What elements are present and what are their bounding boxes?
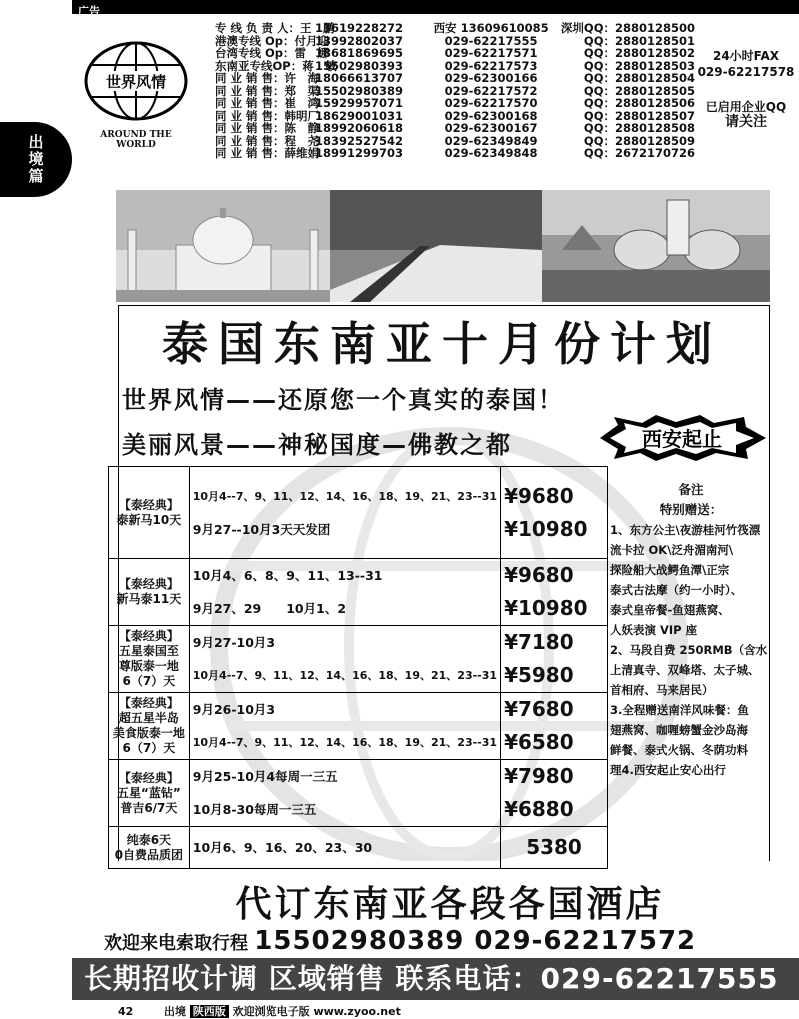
contact-qq: QQ：2880128504 (583, 71, 695, 85)
contact-row (215, 97, 695, 110)
route-date-line: 9月26-10月3 (192, 702, 276, 717)
contact-phone1: 18991299703 (315, 146, 404, 160)
page-title: 泰国东南亚十月份计划 (162, 317, 722, 371)
contact-phone1: 15502980393 (315, 58, 404, 73)
departure-text: 西安起止 (642, 427, 722, 451)
route-name-line: 【泰经典】 (118, 770, 179, 785)
contact-title: 东南亚专线OP：蒋 敏 (215, 58, 337, 73)
route-dates (189, 693, 500, 760)
route-dates (189, 626, 500, 693)
side-tab-char: 出 (28, 133, 44, 151)
welcome-phones: 15502980389 029-62217572 (254, 926, 697, 956)
note-line: 理4.西安起止安心出行 (610, 763, 726, 777)
contact-row (215, 22, 695, 35)
route-name (109, 467, 190, 559)
footer-website[interactable]: 欢迎浏览电子版 www.zyoo.net (232, 1005, 401, 1018)
slogan-2: 美丽风景——神秘国度—佛教之都 (122, 431, 512, 459)
route-date-line: 10月4--7、9、11、12、14、16、18、19、21、23--31 (192, 489, 498, 503)
contact-qq: QQ：2880128506 (583, 96, 695, 110)
contact-title: 同 业 销 售：程 尧 (215, 133, 320, 148)
route-name-line: 【泰经典】 (118, 577, 179, 591)
route-date-line: 10月4、6、8、9、11、13--31 (192, 568, 383, 583)
route-price: ¥7980 (504, 764, 574, 788)
contact-phone2: 029-62300168 (444, 108, 538, 123)
fax-number: 029-62217578 (697, 65, 795, 79)
departure-burst (596, 415, 768, 461)
route-row (109, 693, 608, 760)
contact-qq: QQ：2880128505 (583, 83, 695, 98)
qq-notice (696, 100, 796, 130)
route-dates (189, 467, 500, 559)
route-row (109, 467, 608, 559)
contact-row (215, 72, 695, 85)
contact-phone2: 029-62217570 (444, 96, 538, 110)
contact-qq: QQ：2880128502 (583, 46, 695, 60)
notes-panel (610, 480, 772, 780)
contact-phone1: 15502980389 (315, 83, 404, 98)
contact-qq: QQ：2672170726 (583, 146, 695, 160)
ad-header-bar (72, 0, 799, 18)
edition-badge: 陕西版 (190, 1005, 229, 1018)
elephant-statue-photo (542, 190, 770, 302)
contact-title: 同 业 销 售：薛维娟 (215, 146, 320, 160)
notes-heading: 备注 (678, 482, 704, 497)
contact-phone2: 029-62217572 (444, 83, 538, 98)
logo-text: 世界风情 (105, 73, 167, 91)
welcome-line (104, 926, 696, 956)
contact-phone2: 029-62300167 (444, 121, 538, 135)
contact-list (215, 22, 695, 160)
route-price: ¥6880 (504, 797, 574, 821)
note-line: 首相府、马来居民） (610, 683, 714, 697)
note-line: 泰式皇帝餐-鱼翅燕窝、 (610, 603, 730, 617)
fax-label: 24小时FAX (712, 49, 780, 63)
route-name-line: 【泰经典】 (118, 696, 179, 710)
contact-title: 专 线 负 责 人：王 鹏 (215, 21, 335, 35)
fax-info (696, 48, 796, 80)
contact-qq: QQ：2880128501 (583, 33, 695, 48)
contact-phone2: 029-62217571 (444, 46, 538, 60)
contact-title: 同 业 销 售：崔 鸿 (215, 96, 320, 110)
route-price: ¥10980 (504, 516, 588, 541)
hotel-booking-banner: 代订东南亚各段各国酒店 (235, 884, 665, 925)
beach-photo (330, 190, 542, 302)
route-price: ¥6580 (504, 730, 574, 754)
route-dates (189, 559, 500, 626)
route-prices (501, 827, 608, 869)
contact-row (215, 47, 695, 60)
route-name-line: 【泰经典】 (118, 497, 179, 512)
route-price: ¥7180 (504, 630, 574, 654)
recruit-banner: 长期招收计调 区域销售 联系电话：029-62217555 (72, 958, 799, 1000)
route-name-line: 普吉6/7天 (120, 800, 178, 815)
side-tab-char: 篇 (28, 167, 44, 185)
route-prices (501, 467, 608, 559)
route-name-line: 0自费品质团 (114, 847, 184, 862)
route-prices (501, 760, 608, 827)
route-name-line: 6（7）天 (122, 741, 176, 755)
routes-table (108, 466, 608, 869)
route-date-line: 9月25-10月4每周一三五 (192, 769, 338, 784)
route-name-line: 6（7）天 (122, 674, 176, 688)
contact-phone2: 029-62217555 (444, 33, 538, 48)
route-price: ¥9680 (504, 483, 574, 508)
note-line: 泰式古法摩（约一小时）、 (610, 583, 743, 597)
route-price: ¥5980 (504, 663, 574, 687)
company-logo (80, 40, 192, 160)
note-line: 2、马段自费 250RMB（含水 (610, 643, 768, 657)
contact-phone2: 029-62217573 (444, 58, 538, 73)
notes-subheading: 特别赠送： (659, 502, 723, 517)
contact-phone2: 029-62349848 (444, 146, 538, 160)
section-side-tab (0, 122, 72, 197)
route-date-line: 10月8-30每周一三五 (192, 802, 317, 817)
route-prices (501, 559, 608, 626)
contact-qq: QQ：2880128508 (583, 121, 695, 135)
contact-phone1: 18992060618 (315, 121, 404, 135)
contact-phone1: 18392527542 (315, 133, 404, 148)
route-name-line: 【泰经典】 (118, 629, 179, 643)
taj-mahal-photo (116, 190, 330, 302)
globe-icon (82, 40, 190, 122)
route-row (109, 827, 608, 869)
logo-subtitle: AROUND THE WORLD (100, 130, 172, 150)
route-name-line: 尊版泰一地 (118, 659, 179, 673)
contact-phone1: 15929957071 (315, 96, 404, 110)
footer-section: 出境 (163, 1005, 186, 1018)
contact-phone2: 西安 13609610085 (433, 21, 549, 35)
route-name-line: 美食版泰一地 (112, 726, 185, 740)
contact-phone1: 13992802037 (315, 33, 404, 48)
route-row (109, 760, 608, 827)
note-line: 3.全程赠送南洋风味餐：鱼 (610, 703, 749, 717)
route-name (109, 693, 190, 760)
qq-notice-line2: 请关注 (725, 114, 767, 130)
contact-qq: 深圳QQ：2880128500 (560, 21, 695, 35)
route-date-line: 10月6、9、16、20、23、30 (192, 840, 373, 855)
route-prices (501, 693, 608, 760)
route-date-line: 9月27--10月3天天发团 (192, 521, 331, 537)
contact-title: 同 业 销 售：许 海 (215, 71, 320, 85)
contact-qq: QQ：2880128503 (583, 58, 695, 73)
slogan-1: 世界风情——还原您一个真实的泰国！ (122, 386, 564, 414)
contact-qq: QQ：2880128507 (583, 108, 695, 123)
contact-phone1: 13619228272 (315, 21, 404, 35)
note-line: 探险船大战鳄鱼潭\正宗 (610, 563, 730, 577)
contact-qq: QQ：2880128509 (583, 133, 695, 148)
route-price: 5380 (526, 835, 582, 859)
route-name (109, 827, 190, 869)
route-date-line: 9月27-10月3 (192, 635, 276, 650)
route-name-line: 五星“蓝钻” (116, 785, 181, 800)
contact-phone2: 029-62349849 (444, 133, 538, 148)
route-name-line: 新马泰11天 (116, 592, 182, 606)
route-date-line: 10月4--7、9、11、12、14、16、18、19、21、23--31 (192, 736, 498, 749)
contact-phone2: 029-62300166 (444, 71, 538, 85)
note-line: 1、东方公主\夜游桂河竹筏漂 (610, 523, 761, 537)
route-price: ¥9680 (504, 563, 574, 587)
contact-row (215, 147, 695, 160)
side-tab-char: 境 (28, 150, 44, 168)
contact-title: 同 业 销 售：陈 静 (215, 121, 320, 135)
route-name (109, 626, 190, 693)
contact-title: 港澳专线 Op：付月迎 (215, 33, 330, 48)
route-name-line: 纯泰6天 (126, 832, 172, 847)
route-price: ¥7680 (504, 697, 574, 721)
route-name (109, 559, 190, 626)
note-line: 鲜餐、泰式火锅、冬荫功料 (610, 743, 748, 757)
contact-phone1: 18629001031 (315, 108, 404, 123)
contact-row (215, 122, 695, 135)
note-line: 流卡拉 OK\泛舟湄南河\ (610, 543, 734, 557)
contact-phone1: 18681869695 (315, 46, 404, 60)
destination-photos (116, 190, 770, 302)
contact-title: 台湾专线 Op：雷 娜 (215, 46, 330, 60)
qq-notice-line1: 已启用企业QQ (705, 100, 787, 114)
route-dates (189, 760, 500, 827)
route-name-line: 超五星半岛 (118, 711, 179, 725)
note-line: 上清真寺、双峰塔、太子城、 (610, 663, 760, 677)
contact-title: 同 业 销 售：韩明厂 (215, 108, 320, 123)
note-line: 翅燕窝、咖喱螃蟹金沙岛海 (610, 723, 748, 737)
route-dates (189, 827, 500, 869)
route-name-line: 泰新马10天 (116, 512, 182, 527)
contact-title: 同 业 销 售：郑 渠 (215, 83, 320, 98)
contact-phone1: 18066613707 (315, 71, 404, 85)
route-row (109, 559, 608, 626)
route-date-line: 10月4--7、9、11、12、14、16、18、19、21、23--31 (192, 669, 498, 682)
route-row (109, 626, 608, 693)
route-prices (501, 626, 608, 693)
route-name-line: 五星泰国至 (118, 644, 179, 658)
welcome-text: 欢迎来电索取行程 (104, 933, 248, 954)
ad-label: 广告 (78, 5, 100, 18)
route-date-line: 9月27、29 10月1、2 (192, 601, 347, 616)
note-line: 人妖表演 VIP 座 (610, 623, 698, 637)
route-name (109, 760, 190, 827)
route-price: ¥10980 (504, 596, 588, 620)
page-number: 42 (118, 1005, 134, 1018)
